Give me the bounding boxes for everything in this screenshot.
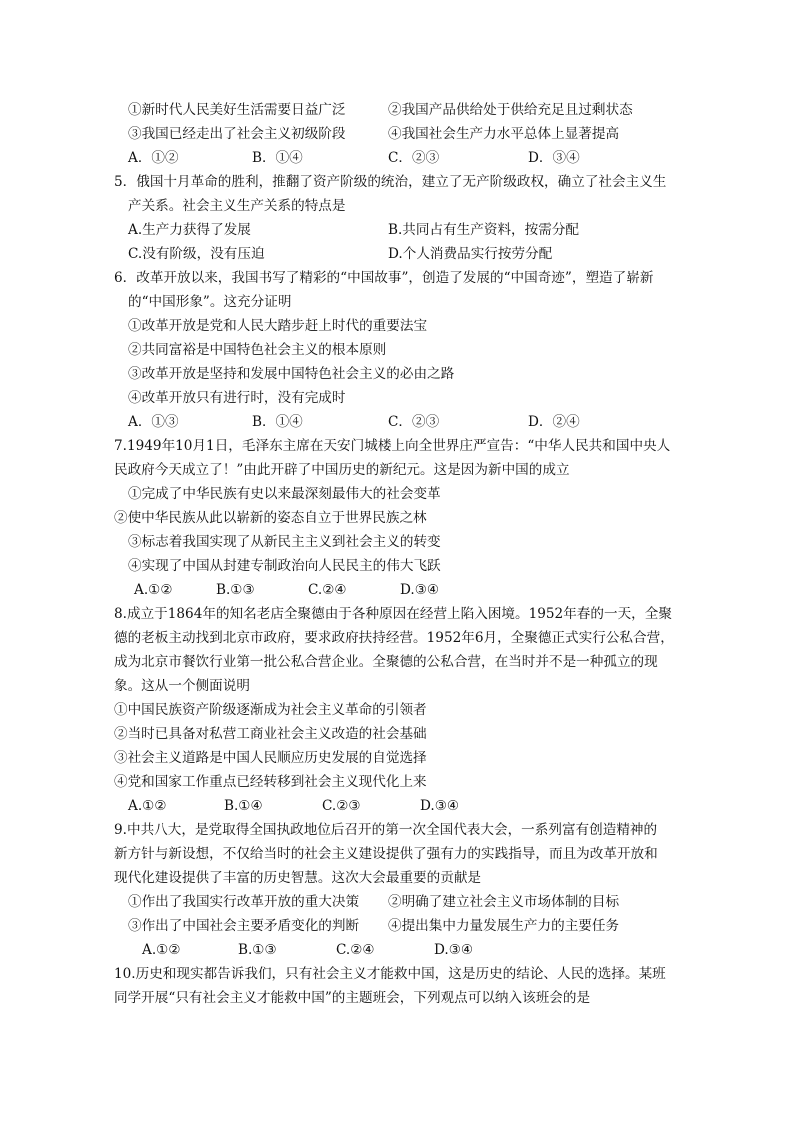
q5-option-a: A.生产力获得了发展 bbox=[128, 222, 251, 238]
q5-stem-line-1: 5．俄国十月革命的胜利，推翻了资产阶级的统治，建立了无产阶级政权，确立了社会主义生 bbox=[114, 174, 667, 190]
q9-statement-3: ③作出了中国社会主要矛盾变化的判断 bbox=[128, 918, 360, 934]
q8-statement-4: ④党和国家工作重点已经转移到社会主义现代化上来 bbox=[114, 774, 427, 790]
q4-option-a: A．①② bbox=[128, 150, 179, 166]
q8-option-b: B.①④ bbox=[224, 798, 263, 814]
q10-stem-line-1: 10.历史和现实都告诉我们，只有社会主义才能救中国，这是历史的结论、人民的选择。某班 bbox=[114, 966, 666, 982]
q9-option-c: C.②④ bbox=[336, 942, 375, 958]
q5-option-c: C.没有阶级，没有压迫 bbox=[128, 246, 265, 262]
q9-statement-2: ②明确了建立社会主义市场体制的目标 bbox=[388, 894, 620, 910]
q6-option-c: C．②③ bbox=[388, 414, 440, 430]
q6-stem-line-1: 6．改革开放以来，我国书写了精彩的“中国故事”，创造了发展的“中国奇迹”，塑造了崭新 bbox=[114, 270, 654, 286]
q8-stem-line-3: 成为北京市餐饮行业第一批公私合营企业。全聚德的公私合营，在当时并不是一种孤立的现 bbox=[114, 654, 658, 670]
q8-option-c: C.②③ bbox=[322, 798, 361, 814]
q6-statement-4: ④改革开放只有进行时，没有完成时 bbox=[128, 390, 346, 406]
q8-stem-line-2: 德的老板主动找到北京市政府，要求政府扶持经营。1952年6月，全聚德正式实行公私合营， bbox=[114, 630, 674, 646]
q7-stem-line-2: 民政府今天成立了！”由此开辟了中国历史的新纪元。这是因为新中国的成立 bbox=[114, 462, 570, 478]
q7-stem-line-1: 7.1949年10月1日，毛泽东主席在天安门城楼上向全世界庄严宣告：“中华人民共和国中央人 bbox=[114, 438, 671, 454]
q8-statement-2: ②当时已具备对私营工商业社会主义改造的社会基础 bbox=[114, 726, 427, 742]
q9-statement-1: ①作出了我国实行改革开放的重大决策 bbox=[128, 894, 360, 910]
q6-option-b: B．①④ bbox=[252, 414, 303, 430]
q9-stem-line-2: 新方针与新设想，不仅给当时的社会主义建设提供了强有力的实践指导，而且为改革开放和 bbox=[114, 846, 658, 862]
q9-stem-line-1: 9.中共八大，是党取得全国执政地位后召开的第一次全国代表大会，一系列富有创造精神的 bbox=[114, 822, 658, 838]
q4-option-d: D．③④ bbox=[528, 150, 580, 166]
q4-statement-2: ②我国产品供给处于供给充足且过剩状态 bbox=[388, 102, 633, 118]
q7-statement-3: ③标志着我国实现了从新民主主义到社会主义的转变 bbox=[128, 534, 441, 550]
q7-option-c: C.②④ bbox=[308, 582, 347, 598]
q8-option-d: D.③④ bbox=[420, 798, 460, 814]
q7-option-b: B.①③ bbox=[216, 582, 255, 598]
q5-stem-line-2: 产关系。社会主义生产关系的特点是 bbox=[128, 198, 346, 214]
q6-statement-2: ②共同富裕是中国特色社会主义的根本原则 bbox=[128, 342, 387, 358]
q6-option-a: A．①③ bbox=[128, 414, 179, 430]
q7-option-d: D.③④ bbox=[400, 582, 440, 598]
q8-statement-1: ①中国民族资产阶级逐渐成为社会主义革命的引领者 bbox=[114, 702, 427, 718]
q6-stem-line-2: 的“中国形象”。这充分证明 bbox=[128, 294, 292, 310]
q8-option-a: A.①② bbox=[128, 798, 167, 814]
q5-option-d: D.个人消费品实行按劳分配 bbox=[388, 246, 553, 262]
q7-option-a: A.①② bbox=[134, 582, 173, 598]
q8-stem-line-1: 8.成立于1864年的知名老店全聚德由于各种原因在经营上陷入困境。1952年春的一天，全聚 bbox=[114, 606, 672, 622]
q4-option-b: B．①④ bbox=[252, 150, 303, 166]
q9-stem-line-3: 现代化建设提供了丰富的历史智慧。这次大会最重要的贡献是 bbox=[114, 870, 482, 886]
q4-statement-1: ①新时代人民美好生活需要日益广泛 bbox=[128, 102, 346, 118]
q6-statement-1: ①改革开放是党和人民大踏步赶上时代的重要法宝 bbox=[128, 318, 428, 334]
q9-option-a: A.①② bbox=[142, 942, 181, 958]
q9-option-b: B.①③ bbox=[238, 942, 277, 958]
q7-statement-2: ②使中华民族从此以崭新的姿态自立于世界民族之林 bbox=[114, 510, 427, 526]
q5-option-b: B.共同占有生产资料，按需分配 bbox=[388, 222, 580, 238]
q6-statement-3: ③改革开放是坚持和发展中国特色社会主义的必由之路 bbox=[128, 366, 455, 382]
q8-stem-line-4: 象。这从一个侧面说明 bbox=[114, 678, 250, 694]
q4-statement-3: ③我国已经走出了社会主义初级阶段 bbox=[128, 126, 346, 142]
q9-option-d: D.③④ bbox=[434, 942, 474, 958]
q7-statement-4: ④实现了中国从封建专制政治向人民民主的伟大飞跃 bbox=[128, 558, 441, 574]
q8-statement-3: ③社会主义道路是中国人民顺应历史发展的自觉选择 bbox=[114, 750, 427, 766]
q10-stem-line-2: 同学开展“只有社会主义才能救中国”的主题班会，下列观点可以纳入该班会的是 bbox=[114, 990, 591, 1006]
q6-option-d: D．②④ bbox=[528, 414, 580, 430]
q4-statement-4: ④我国社会生产力水平总体上显著提高 bbox=[388, 126, 620, 142]
q7-statement-1: ①完成了中华民族有史以来最深刻最伟大的社会变革 bbox=[128, 486, 441, 502]
q4-option-c: C．②③ bbox=[388, 150, 440, 166]
q9-statement-4: ④提出集中力量发展生产力的主要任务 bbox=[388, 918, 620, 934]
